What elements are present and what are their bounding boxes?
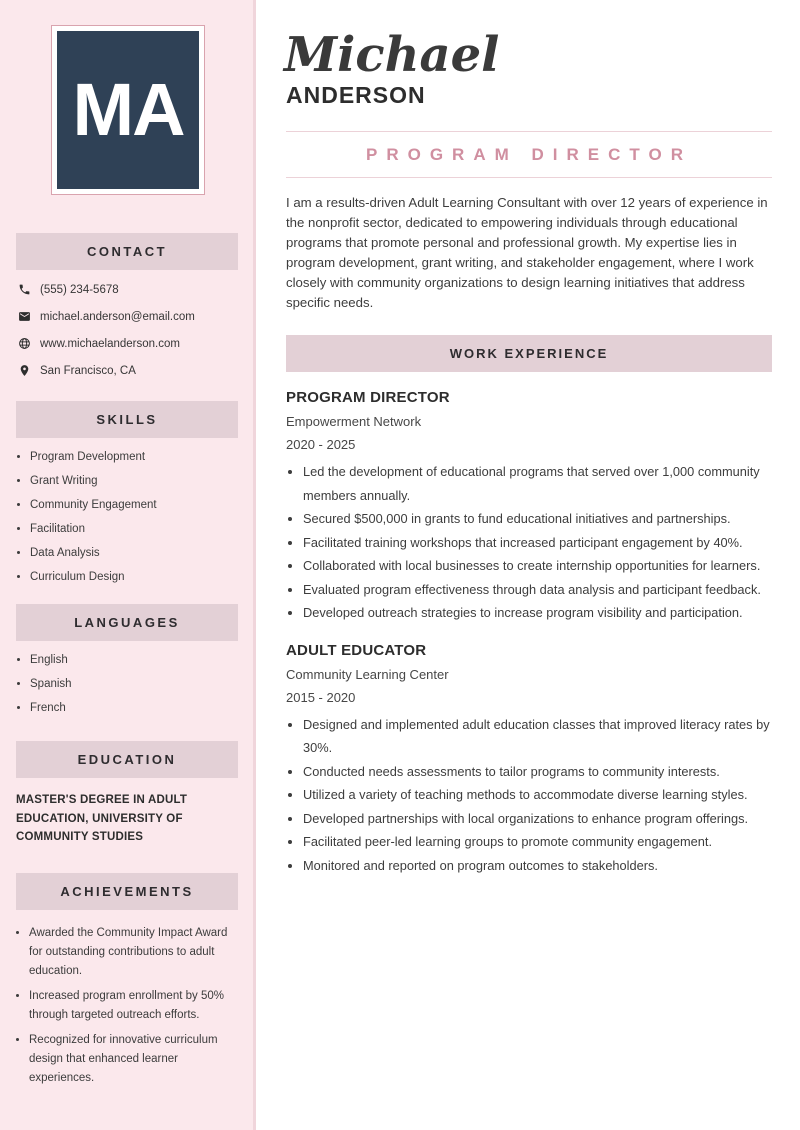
job-company: Empowerment Network — [286, 414, 422, 430]
list-item: • Designed and implemented adult education classes that improved literacy rates by 30%. — [303, 713, 772, 760]
list-item: • Curriculum Design — [30, 570, 253, 584]
list-item: • Community Engagement — [30, 498, 253, 512]
languages-section-header: LANGUAGES — [16, 604, 238, 641]
list-item: • Conducted needs assessments to tailor programs to community interests. — [303, 760, 772, 784]
divider — [286, 177, 772, 178]
achievements-list — [0, 924, 253, 1088]
globe-icon — [18, 337, 31, 350]
divider — [286, 131, 772, 132]
summary-paragraph: I am a results-driven Adult Learning Consultant with over 12 years of experience in the nonprofit sector, dedicated to empowering individuals through educational programs that promote personal and professional growth. My expertise lies in program development, grant writing, and stakeholder engagement, where I work closely with community organizations to design learning initiatives that address specific needs. — [286, 195, 768, 311]
job-dates: 2020 - 2025 — [286, 437, 356, 453]
languages-list — [0, 653, 253, 715]
list-item: • Spanish — [30, 677, 253, 691]
list-item: • Facilitated training workshops that increased participant engagement by 40%. — [303, 531, 772, 555]
contact-website: www.michaelanderson.com — [40, 337, 180, 350]
phone-icon — [18, 283, 31, 296]
list-item: • Grant Writing — [30, 474, 253, 488]
job-company: Community Learning Center — [286, 666, 449, 682]
education-degree: MASTER'S DEGREE IN ADULT EDUCATION, UNIVERSITY OF COMMUNITY STUDIES — [16, 794, 188, 843]
achievements-section-header: ACHIEVEMENTS — [16, 873, 238, 910]
main-column — [256, 0, 800, 1130]
contact-row-location — [0, 364, 253, 377]
contact-list — [0, 283, 253, 377]
job-bullet-list — [286, 460, 772, 625]
education-section-header: EDUCATION — [16, 741, 238, 778]
list-item: • English — [30, 653, 253, 667]
location-icon — [18, 364, 31, 377]
list-item: • Secured $500,000 in grants to fund educational initiatives and partnerships. — [303, 507, 772, 531]
list-item: • Developed outreach strategies to increase program visibility and participation. — [303, 601, 772, 625]
job-bullet-list — [286, 713, 772, 878]
work-experience-header: WORK EXPERIENCE — [286, 335, 772, 372]
list-item: • Evaluated program effectiveness through data analysis and participant feedback. — [303, 578, 772, 602]
contact-email: michael.anderson@email.com — [40, 310, 195, 323]
list-item: • Developed partnerships with local organizations to enhance program offerings. — [303, 807, 772, 831]
avatar-monogram: MA — [72, 68, 184, 151]
list-item: • Collaborated with local businesses to create internship opportunities for learners. — [303, 554, 772, 578]
list-item: • Facilitated peer-led learning groups to promote community engagement. — [303, 830, 772, 854]
list-item: • Program Development — [30, 450, 253, 464]
job-title: PROGRAM DIRECTOR — [286, 389, 450, 407]
list-item: • Utilized a variety of teaching methods to accommodate diverse learning styles. — [303, 783, 772, 807]
first-name: Michael — [284, 27, 500, 83]
job-dates: 2015 - 2020 — [286, 689, 356, 705]
list-item: • Recognized for innovative curriculum design that enhanced learner experiences. — [29, 1031, 241, 1088]
job-entry — [286, 389, 772, 625]
contact-phone: (555) 234-5678 — [40, 283, 119, 296]
avatar-monogram-box — [57, 31, 199, 189]
contact-row-phone — [0, 283, 253, 296]
skills-list — [0, 450, 253, 584]
avatar — [51, 25, 205, 195]
list-item: • Awarded the Community Impact Award for outstanding contributions to adult education. — [29, 924, 241, 981]
job-title: ADULT EDUCATOR — [286, 641, 427, 659]
contact-location: San Francisco, CA — [40, 364, 136, 377]
role-title: PROGRAM DIRECTOR — [366, 145, 692, 165]
contact-row-email — [0, 310, 253, 323]
job-entry — [286, 642, 772, 878]
contact-section-header: CONTACT — [16, 233, 238, 270]
list-item: • Data Analysis — [30, 546, 253, 560]
email-icon — [18, 310, 31, 323]
list-item: • Monitored and reported on program outcomes to stakeholders. — [303, 854, 772, 878]
sidebar — [0, 0, 256, 1130]
last-name: ANDERSON — [286, 82, 426, 109]
list-item: • French — [30, 701, 253, 715]
list-item: • Led the development of educational programs that served over 1,000 community members annually. — [303, 460, 772, 507]
contact-row-website — [0, 337, 253, 350]
list-item: • Increased program enrollment by 50% through targeted outreach efforts. — [29, 987, 241, 1025]
skills-section-header: SKILLS — [16, 401, 238, 438]
list-item: • Facilitation — [30, 522, 253, 536]
